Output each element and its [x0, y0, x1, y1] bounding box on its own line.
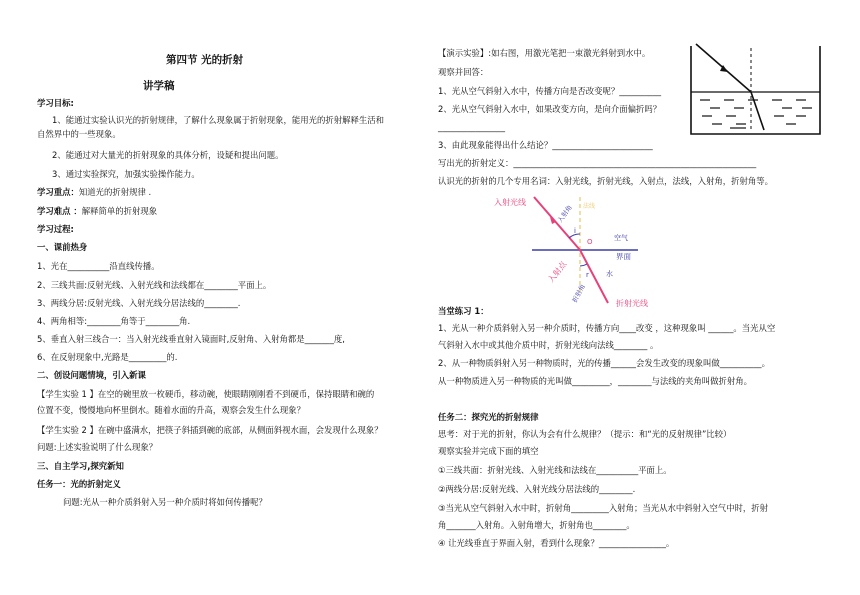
section-2-heading: 二、创设问题情境，引入新课: [37, 370, 146, 380]
focus-label: 学习重点：: [37, 187, 79, 197]
observe-question-2-blank: ________________: [438, 122, 505, 132]
focus-text: 知道光的折射规律 .: [78, 187, 152, 197]
goal-2: 2、能通过对大量光的折射现象的具体分析，设疑和提出问题。: [52, 150, 284, 160]
practice-question-2-line-2: 从一种物质进入另一种物质的光叫做_________，________与法线的夹角叫做折射角。: [438, 376, 753, 386]
refraction-definition-prompt: 写出光的折射定义：__________________________________________________________: [438, 158, 757, 168]
difficulty-text: 解释简单的折射现象: [81, 206, 158, 216]
task-1-question: 问题:光从一种介质斜射入另一种介质时将如何传播呢？: [63, 497, 267, 507]
observe-question-1: 1、光从空气斜射入水中，传播方向是否改变呢？__________: [438, 86, 662, 96]
label-angle-i: i: [574, 227, 576, 235]
task-2-heading: 任务二：探究光的折射规律: [438, 412, 539, 422]
warmup-heading: 一、课前热身: [37, 242, 88, 252]
label-incident-point: 入射点: [546, 259, 569, 285]
student-experiment-2-line-2: 问题:上述实验说明了什么现象？: [37, 442, 158, 452]
fill-question-1: ①三线共面：折射光线、入射光线和法线在__________平面上。: [438, 465, 672, 475]
label-air: 空气: [614, 234, 628, 242]
beaker-outline: [691, 46, 820, 134]
terminology-line: 认识光的折射的几个专用名词：入射光线，折射光线，入射点，法线，入射角，折射角等。: [438, 176, 773, 186]
goal-3: 3、通过实验探究，加强实验操作能力。: [52, 169, 200, 179]
label-angle-r: r: [586, 271, 589, 279]
difficulty-label: 学习难点 ：: [37, 206, 82, 216]
fill-intro: 观察实验并完成下面的填空: [438, 446, 539, 456]
warmup-question-3: 3、两线分居:反射光线、入射光线分居法线的________.: [37, 298, 241, 308]
refraction-angle-arc: [580, 264, 587, 266]
goals-heading: 学习目标:: [37, 98, 74, 108]
label-refraction-angle: 折射角: [570, 282, 587, 304]
practice-question-2-line-1: 2、从一种物质斜射入另一种物质时，光的传播______会发生改变的现象叫做__________。: [438, 358, 770, 368]
fill-question-3-line-2: 角_______入射角。入射角增大，折射角也________。: [438, 520, 635, 530]
label-point-o: O: [587, 238, 593, 246]
student-experiment-1-line-2: 位置不变，慢慢地向杯里倒水。随着水面的升高，观察会发生什么现象？: [37, 405, 305, 415]
observe-prompt: 观察并回答：: [438, 67, 489, 77]
warmup-question-1: 1、光在__________沿直线传播。: [37, 261, 160, 271]
focus-line: [37, 187, 151, 198]
section-3-heading: 三、自主学习,探究新知: [37, 461, 124, 471]
fill-question-2: ②两线分居:反射光线、入射光线分居法线的________.: [438, 484, 636, 494]
task-1-heading: 任务一：光的折射定义: [37, 479, 121, 489]
label-incident-ray: 入射光线: [494, 198, 526, 207]
section-title: 第四节 光的折射: [166, 54, 244, 66]
laser-refracted-ray: [751, 92, 764, 130]
observe-question-3: 3、由此现象能得出什么结论？________________________: [438, 140, 653, 150]
label-normal: 法线: [583, 203, 596, 210]
warmup-question-5: 5、垂直入射三线合一：当入射光线垂直射入镜面时,反射角、入射角都是_______度,: [37, 334, 345, 344]
beaker-diagram: [690, 44, 822, 136]
warmup-question-6: 6、在反射现象中,光路是_________的.: [37, 352, 178, 362]
refraction-diagram: [490, 193, 650, 309]
student-experiment-2-line-1: 【学生实验 2 】在碗中盛满水，把筷子斜插到碗的底部，从侧面斜视水面，会发现什么现象？: [37, 425, 383, 435]
practice-heading: 当堂练习 1：: [438, 306, 489, 316]
practice-question-1-line-2: 气斜射入水中或其他介质中时，折射光线向法线________ 。: [438, 340, 659, 350]
label-refracted-ray: 折射光线: [616, 299, 648, 308]
process-heading: 学习过程:: [37, 224, 74, 234]
incident-ray: [534, 197, 580, 250]
label-interface: 界面: [616, 252, 631, 261]
label-incident-angle: 入射角: [556, 203, 574, 225]
warmup-question-2: 2、三线共面:反射光线、入射光线和法线都在________平面上。: [37, 280, 272, 290]
student-experiment-1-line-1: 【学生实验 1 】在空的碗里放一枚硬币，移动碗，使眼睛刚刚看不到硬币，保持眼睛和碗的: [37, 389, 375, 399]
demo-experiment: 【演示实验】:如右图，用激光笔把一束激光斜射到水中。: [438, 48, 651, 58]
label-water: 水: [606, 270, 613, 278]
warmup-question-4: 4、两角相等:________角等于________角.: [37, 316, 191, 326]
goal-1-line-2: 自然界中的一些现象。: [37, 129, 121, 139]
practice-question-1-line-1: 1、光从一种介质斜射入另一种介质时，传播方向____改变 ，这种现象叫 ______。当光从空: [438, 323, 776, 333]
fill-question-4: ④ 让光线垂直于界面入射，看到什么现象？________________。: [438, 538, 675, 548]
fill-question-3-line-1: ③当光从空气斜射入水中时，折射角_________入射角；当光从水中斜射入空气中时，折射: [438, 503, 768, 513]
difficulty-line: [37, 206, 157, 217]
think-prompt: 思考：对于光的折射，你认为会有什么规律？（提示：和“光的反射规律”比较）: [438, 429, 732, 439]
goal-1-line-1: 1、能通过实验认识光的折射规律，了解什么现象属于折射现象，能用光的折射解释生活和: [52, 115, 384, 125]
water-hatching: [700, 100, 812, 124]
refracted-ray: [580, 250, 608, 303]
page-subtitle: 讲学稿: [143, 80, 175, 92]
observe-question-2: 2、光从空气斜射入水中，如果改变方向，是向介面偏折吗？: [438, 104, 662, 114]
